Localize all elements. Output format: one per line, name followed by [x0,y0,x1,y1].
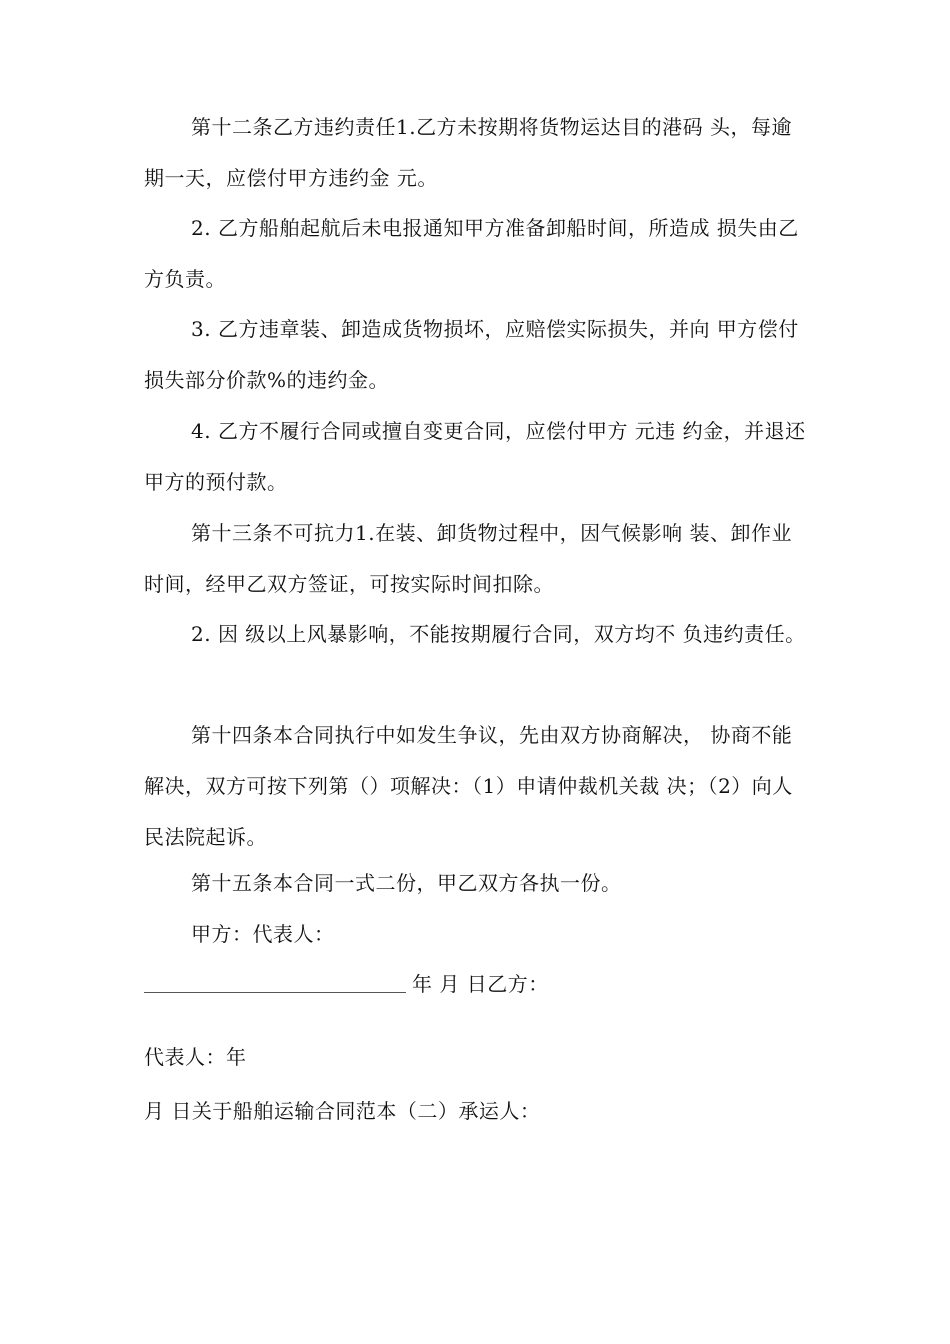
clause-13-item-2: 2. 因 级以上风暴影响，不能按期履行合同，双方均不 负违约责任。 [191,622,806,646]
clause-12-paragraph: 第十二条乙方违约责任1.乙方未按期将货物运达目的港码 头，每逾期一天，应偿付甲方违约金 元。 [144,115,792,190]
clause-12-item-4: 4. 乙方不履行合同或擅自变更合同，应偿付甲方 元违 约金，并退还甲方的预付款。 [144,419,806,494]
clause-12-item-3: 3. 乙方违章装、卸造成货物损坏，应赔偿实际损失，并向 甲方偿付损失部分价款%的违约金。 [144,317,799,392]
signature-blank [144,972,406,993]
contract-title-line: 月 日关于船舶运输合同范本（二）承运人： [144,1099,541,1123]
representative-line: 代表人：年 [144,1045,247,1069]
clause-15-paragraph: 第十五条本合同一式二份，甲乙双方各执一份。 [191,871,622,895]
party-a-line: 甲方：代表人： [191,922,335,946]
clause-12-item-2: 2. 乙方船舶起航后未电报通知甲方准备卸船时间，所造成 损失由乙方负责。 [144,216,799,291]
signature-line [144,970,549,998]
clause-13-paragraph: 第十三条不可抗力1.在装、卸货物过程中，因气候影响 装、卸作业时间，经甲乙双方签证，可按实际时间扣除。 [144,521,792,596]
date-party-b-text: 年 月 日乙方： [412,972,549,996]
clause-14-paragraph: 第十四条本合同执行中如发生争议，先由双方协商解决， 协商不能解决，双方可按下列第（）项解决：（1）申请仲裁机关裁 决；（2）向人民法院起诉。 [144,723,793,849]
